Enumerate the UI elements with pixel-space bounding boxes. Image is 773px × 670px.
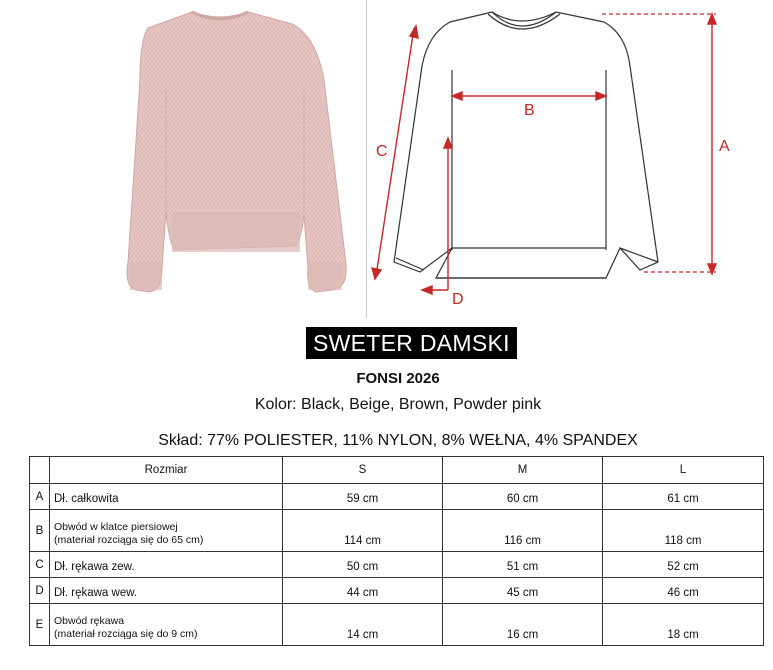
row-label-cell [50,510,283,552]
header-label: Rozmiar [50,457,283,484]
table-row [30,552,764,578]
value-s: 50 cm [283,552,443,578]
available-colors: Kolor: Black, Beige, Brown, Powder pink [254,396,542,413]
size-table [29,456,764,646]
label-a: A [719,138,730,155]
row-note: (materiał rozciąga się do 65 cm) [54,534,204,546]
size-table-header [30,457,764,484]
header-size-s: S [283,457,443,484]
value-l: 61 cm [603,484,764,510]
value-m: 51 cm [443,552,603,578]
label-b: B [524,102,535,119]
row-letter: D [30,578,50,604]
row-letter: A [30,484,50,510]
value-m: 45 cm [443,578,603,604]
row-label: Dł. rękawa zew. [50,552,283,578]
value-l: 52 cm [603,552,764,578]
value-l: 46 cm [603,578,764,604]
value-s: 114 cm [283,510,443,552]
row-label: Obwód w klatce piersiowej [54,521,178,533]
table-row [30,578,764,604]
value-s: 59 cm [283,484,443,510]
brand-name: FONSI 2026 [356,370,440,387]
row-label: Dł. całkowita [50,484,283,510]
measurement-diagram [366,0,773,318]
row-label: Obwód rękawa [54,615,125,627]
row-note: (materiał rozciąga się do 9 cm) [54,628,198,640]
row-letter: E [30,604,50,646]
header-letter [30,457,50,484]
table-row [30,604,764,646]
value-s: 44 cm [283,578,443,604]
sweater-photo [120,0,350,300]
label-c: C [376,143,388,160]
value-m: 116 cm [443,510,603,552]
row-label: Dł. rękawa wew. [50,578,283,604]
value-l: 118 cm [603,510,764,552]
product-title: SWETER DAMSKI [306,327,517,359]
table-row [30,510,764,552]
fabric-composition: Skład: 77% POLIESTER, 11% NYLON, 8% WEŁNA, 4% SPANDEX [158,432,638,449]
value-s: 14 cm [283,604,443,646]
header-size-l: L [603,457,764,484]
value-l: 18 cm [603,604,764,646]
row-letter: B [30,510,50,552]
row-letter: C [30,552,50,578]
table-row [30,484,764,510]
header-size-m: M [443,457,603,484]
label-d: D [452,291,464,308]
row-label-cell [50,604,283,646]
value-m: 16 cm [443,604,603,646]
value-m: 60 cm [443,484,603,510]
